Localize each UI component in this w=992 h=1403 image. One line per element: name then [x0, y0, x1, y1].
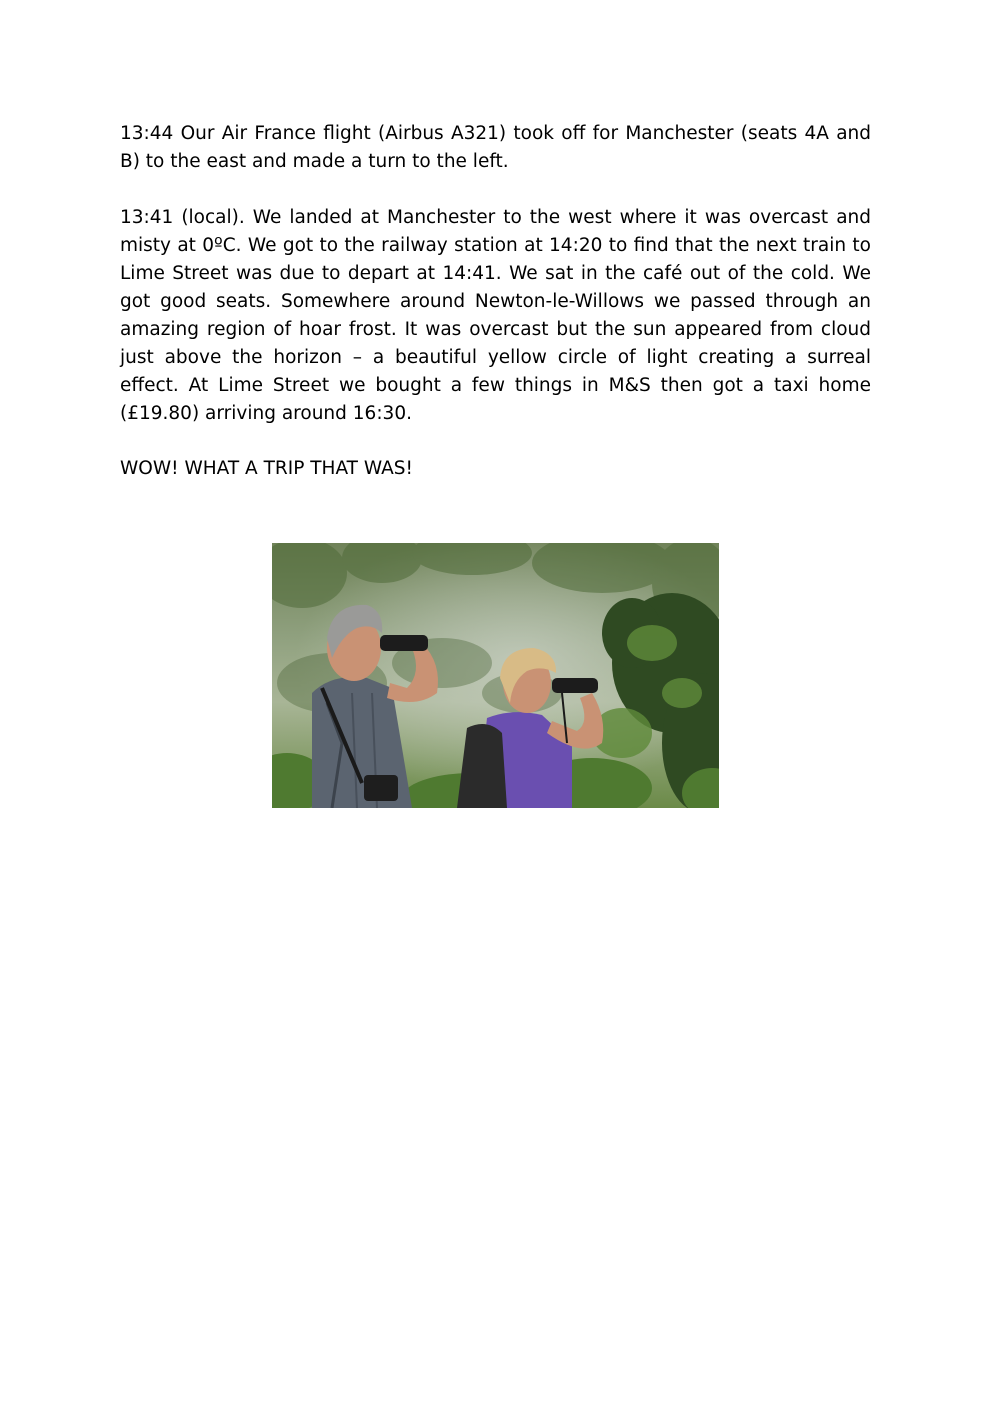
birdwatchers-photo	[272, 543, 719, 808]
photo-illustration	[272, 543, 719, 808]
paragraph-arrival-manchester: 13:41 (local). We landed at Manchester to the west where it was overcast and misty at 0ºC. We got to the railway station at 14:20 to find that the next train to Lime Street was due to depart at 14:41. We sat in the café out of the cold. We got good seats. Somewhere around Newton-le-Willows we passed through an amazing region of hoar frost. It was overcast but the sun appeared from cloud just above the horizon – a beautiful yellow circle of light creating a surreal effect. At Lime Street we bought a few things in M&S then got a taxi home (£19.80) arriving around 16:30.	[120, 207, 871, 424]
paragraph-closing-exclamation: WOW! WHAT A TRIP THAT WAS!	[120, 458, 413, 479]
paragraph-flight-departure: 13:44 Our Air France flight (Airbus A321) took off for Manchester (seats 4A and B) to the east and made a turn to the left.	[120, 123, 871, 172]
